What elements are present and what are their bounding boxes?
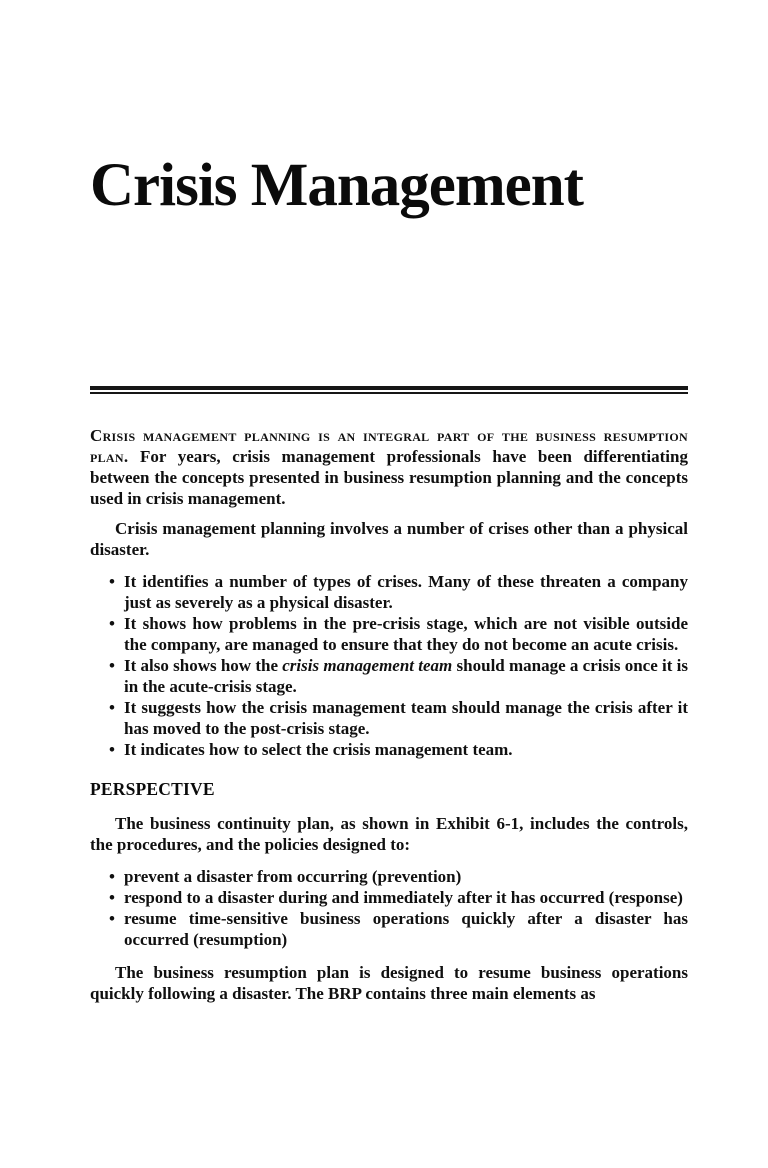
bullet-text-post: should manage a crisis once it is in the acute-crisis stage. bbox=[124, 656, 688, 696]
bullet-item-acutecrisis bbox=[90, 655, 688, 697]
bullet-marker: • bbox=[109, 614, 115, 633]
crisis-bullet-list bbox=[90, 571, 688, 760]
bullet-text: respond to a disaster during and immediately after it has occurred (response) bbox=[124, 888, 683, 907]
book-page bbox=[90, 0, 688, 1004]
bullet-marker: • bbox=[109, 888, 115, 907]
bullet-marker: • bbox=[109, 698, 115, 717]
bullet-text: It indicates how to select the crisis management team. bbox=[124, 740, 513, 759]
bullet-item-resumption bbox=[90, 908, 688, 950]
bullet-item-identifies bbox=[90, 571, 688, 613]
bullet-marker: • bbox=[109, 740, 115, 759]
intro-lead-smallcaps: Crisis management planning is an integral part of the business resumption plan. bbox=[90, 426, 688, 466]
bullet-item-select-team bbox=[90, 739, 688, 760]
bullet-text: It shows how problems in the pre-crisis stage, which are not visible outside the company, are managed to ensure that they do not become an acute crisis. bbox=[124, 614, 688, 654]
paragraph-crises-overview: Crisis management planning involves a number of crises other than a physical disaster. bbox=[90, 519, 688, 559]
bullet-text: prevent a disaster from occurring (prevention) bbox=[124, 867, 462, 886]
bullet-text: It identifies a number of types of crises. Many of these threaten a company just as severely as a physical disaster. bbox=[124, 572, 688, 612]
section-heading-perspective: PERSPECTIVE bbox=[90, 779, 215, 799]
bullet-marker: • bbox=[109, 572, 115, 591]
paragraph-resumption-plan: The business resumption plan is designed to resume business operations quickly following a disaster. The BRP contains three main elements as bbox=[90, 963, 688, 1003]
bullet-item-response bbox=[90, 887, 688, 908]
bullet-text-italic: crisis management team bbox=[282, 656, 453, 675]
bullet-marker: • bbox=[109, 909, 115, 928]
bullet-marker: • bbox=[109, 656, 115, 675]
bcp-bullet-list bbox=[90, 866, 688, 950]
double-rule bbox=[90, 386, 688, 394]
bullet-item-postcrisis bbox=[90, 697, 688, 739]
chapter-title: Crisis Management bbox=[90, 152, 583, 219]
bullet-text: It suggests how the crisis management team should manage the crisis after it has moved to the post-crisis stage. bbox=[124, 698, 688, 738]
intro-paragraph bbox=[90, 425, 688, 509]
paragraph-continuity-plan: The business continuity plan, as shown in Exhibit 6-1, includes the controls, the procedures, and the policies designed to: bbox=[90, 814, 688, 854]
intro-lead-rest: For years, crisis management professionals have been differentiating between the concepts presented in business resumption planning and the concepts used in crisis management. bbox=[90, 447, 688, 508]
bullet-text: resume time-sensitive business operations quickly after a disaster has occurred (resumption) bbox=[124, 909, 688, 949]
bullet-text-pre: It also shows how the bbox=[124, 656, 283, 675]
bullet-marker: • bbox=[109, 867, 115, 886]
bullet-item-prevention bbox=[90, 866, 688, 887]
bullet-item-precrisis bbox=[90, 613, 688, 655]
